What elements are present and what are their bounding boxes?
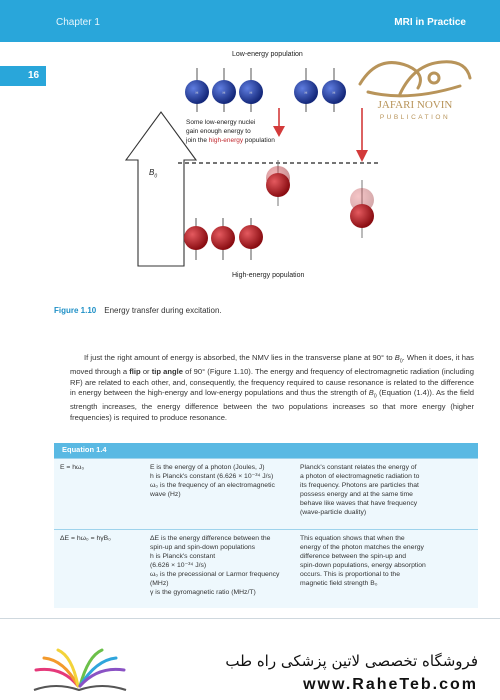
- figure-note: Some low-energy nuclei gain enough energy to join the high-energy population: [186, 119, 275, 144]
- high-nucleus: [184, 218, 208, 260]
- b0-label: $B_0$: [149, 168, 158, 180]
- footer-persian-text: فروشگاه تخصصی لاتین پزشکی راه طب: [225, 652, 478, 670]
- equation-title: Equation 1.4: [54, 443, 478, 458]
- low-energy-nuclei: [185, 68, 346, 112]
- equation-explanation: This equation shows that when the energy of the photon matches the energy difference between the spin-up and spin-down populations, energy absorption occurs. This is proportional to the magnetic field strength B₀: [300, 535, 426, 587]
- body-paragraph: If just the right amount of energy is absorbed, the NMV lies in the transverse plane at 90° to $B_0$. When it does, it has moved through a flip or tip angle of 90° (Figure 1.10). The energy and frequency of electromagnetic radiation (including RF) are related to each other, and, consequently, the frequency required to cause resonance is related to the difference in energy between the high-energy and low-energy populations and thus the strength of $B_0$ (Equation (1.4)). As the field strength increases, the energy difference between the two populations increases so that more energy (higher frequencies) is required to produce resonance.: [70, 353, 474, 422]
- high-energy-nuclei: [184, 218, 263, 260]
- low-nucleus: [185, 68, 209, 112]
- figure-number: Figure 1.10: [54, 306, 97, 315]
- equation-box: [54, 443, 478, 608]
- svg-text:H: H: [332, 90, 336, 95]
- high-nucleus: [211, 218, 235, 260]
- svg-text:H: H: [195, 90, 199, 95]
- svg-text:H: H: [222, 90, 226, 95]
- equation-row: [54, 529, 478, 610]
- book-title: MRI in Practice: [394, 17, 466, 28]
- equation-row: [54, 458, 478, 529]
- high-energy-label: High-energy population: [232, 272, 305, 279]
- svg-text:H: H: [249, 90, 253, 95]
- excited-nuclei: [266, 160, 374, 238]
- low-nucleus: [294, 68, 318, 112]
- footer-url: www.RaheTeb.com: [303, 676, 478, 693]
- equation-formula: E = hω₀: [60, 464, 85, 471]
- low-nucleus: [239, 68, 263, 112]
- note-highlight: high-energy: [208, 137, 244, 144]
- low-nucleus: [212, 68, 236, 112]
- energy-transfer-figure: [100, 44, 390, 284]
- figure-caption: [54, 306, 222, 315]
- book-logo-icon: [22, 644, 137, 698]
- low-energy-label: Low-energy population: [232, 51, 303, 58]
- watermark-name: JAFARI NOVIN: [377, 99, 453, 111]
- excited-nucleus: [266, 160, 290, 206]
- equation-explanation: Planck's constant relates the energy of a photon of electromagnetic radiation to its frequency. Photons are particles that possess energy and at the same time behave like waves that have frequency (wave-particle duality): [300, 464, 420, 516]
- equation-definitions: ΔE is the energy difference between the spin-up and spin-down populations h is Planck's constant (6.626 × 10⁻³⁴ J/s) ω₀ is the precessional or Larmor frequency (MHz) γ is the gyromagnetic ratio (MHz/T): [150, 535, 280, 596]
- equation-formula: ΔE = hω₀ = hγB₀: [60, 535, 112, 542]
- low-nucleus: [322, 68, 346, 112]
- figure-caption-text: Energy transfer during excitation.: [104, 306, 222, 315]
- equation-definitions: E is the energy of a photon (Joules, J) h is Planck's constant (6.626 × 10⁻³⁴ J/s) ω₀ is the frequency of an electromagnetic wave (Hz): [150, 464, 275, 498]
- high-nucleus: [239, 218, 263, 260]
- svg-text:H: H: [304, 90, 308, 95]
- watermark-subtitle: PUBLICATION: [379, 114, 451, 121]
- chapter-label: Chapter 1: [56, 17, 100, 28]
- page-number: 16: [28, 70, 40, 81]
- excited-nucleus: [350, 180, 374, 238]
- footer-divider: [0, 618, 500, 619]
